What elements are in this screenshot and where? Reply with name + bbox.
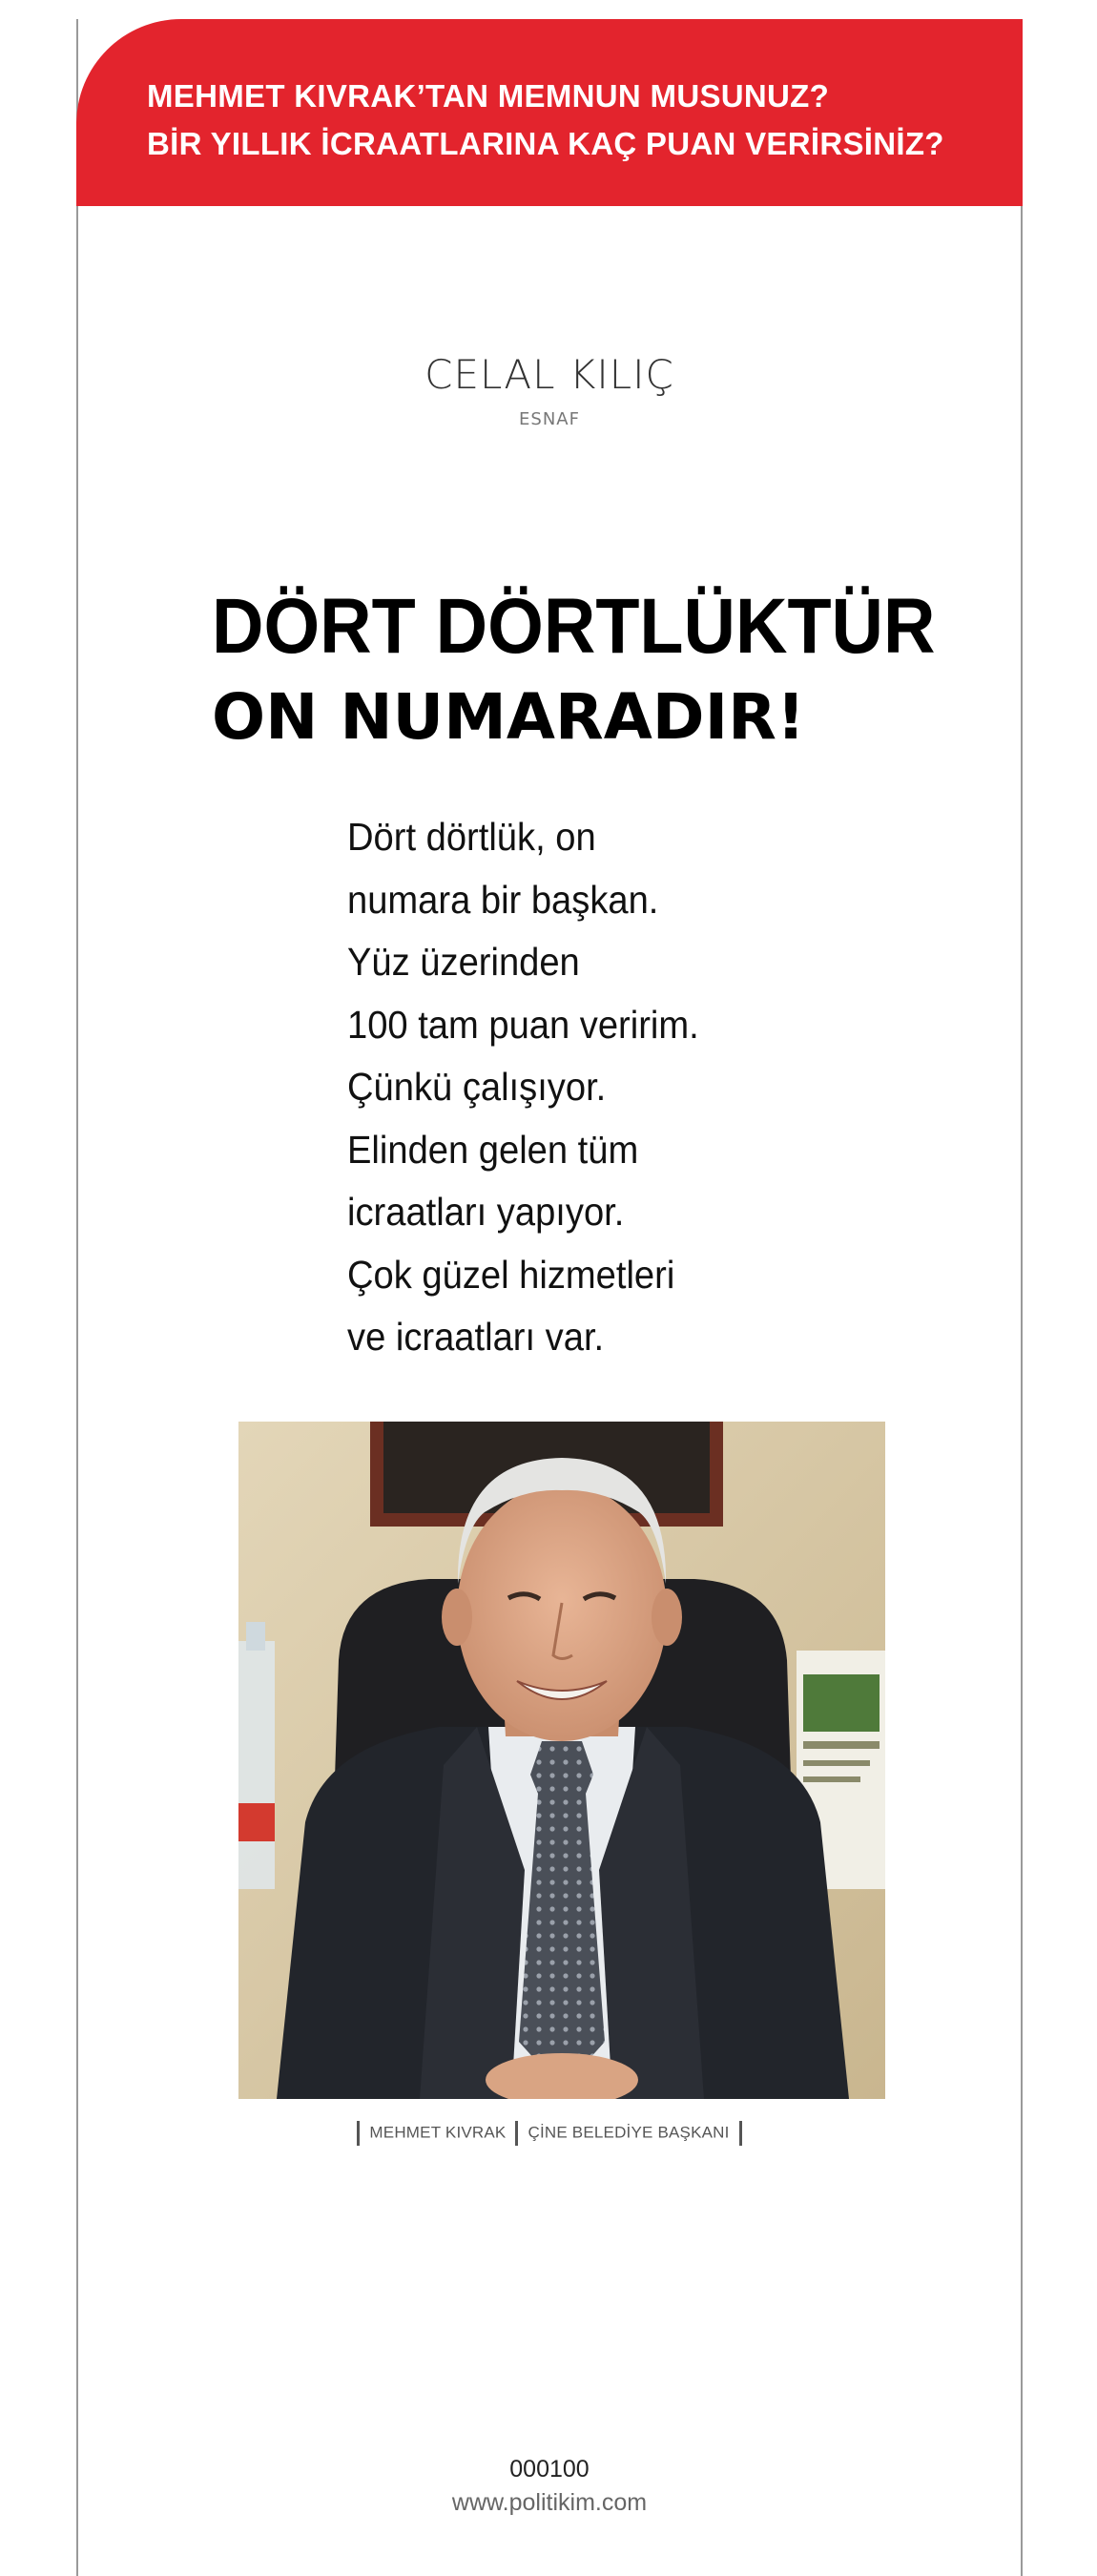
caption-name: MEHMET KIVRAK <box>369 2123 507 2142</box>
quote-line: Elinden gelen tüm <box>347 1127 639 1172</box>
portrait-illustration <box>238 1422 885 2099</box>
quote-line: ve icraatları var. <box>347 1315 605 1359</box>
header-banner <box>76 19 1023 206</box>
caption-separator <box>357 2121 360 2146</box>
quote-line: Çünkü çalışıyor. <box>347 1065 607 1109</box>
quote-line: Dört dörtlük, on <box>347 815 596 859</box>
quote-line: numara bir başkan. <box>347 877 659 922</box>
website-url: www.politikim.com <box>451 2489 648 2516</box>
banner-question-1: MEHMET KIVRAK’TAN MEMNUN MUSUNUZ? <box>147 78 830 114</box>
caption-separator <box>515 2121 518 2146</box>
mayor-portrait-photo <box>238 1422 885 2099</box>
banner-question-2: BİR YILLIK İCRAATLARINA KAÇ PUAN VERİRSİNİZ? <box>147 126 944 161</box>
quote-line: icraatları yapıyor. <box>347 1190 625 1234</box>
author-role: ESNAF <box>519 409 580 429</box>
quote-line: Yüz üzerinden <box>347 940 580 984</box>
author-name: CELAL KILIÇ <box>424 351 674 398</box>
quote-line: Çok güzel hizmetleri <box>347 1252 675 1297</box>
article-code: 000100 <box>509 2456 590 2483</box>
quote-text <box>347 806 844 1369</box>
headline-line-2: ON NUMARADIR! <box>212 680 806 754</box>
photo-caption <box>76 2116 1023 2150</box>
quote-line: 100 tam puan veririm. <box>347 1002 699 1047</box>
caption-separator <box>739 2121 742 2146</box>
caption-title: ÇİNE BELEDİYE BAŞKANI <box>528 2123 730 2142</box>
headline-line-1: DÖRT DÖRTLÜKTÜR <box>212 583 936 670</box>
